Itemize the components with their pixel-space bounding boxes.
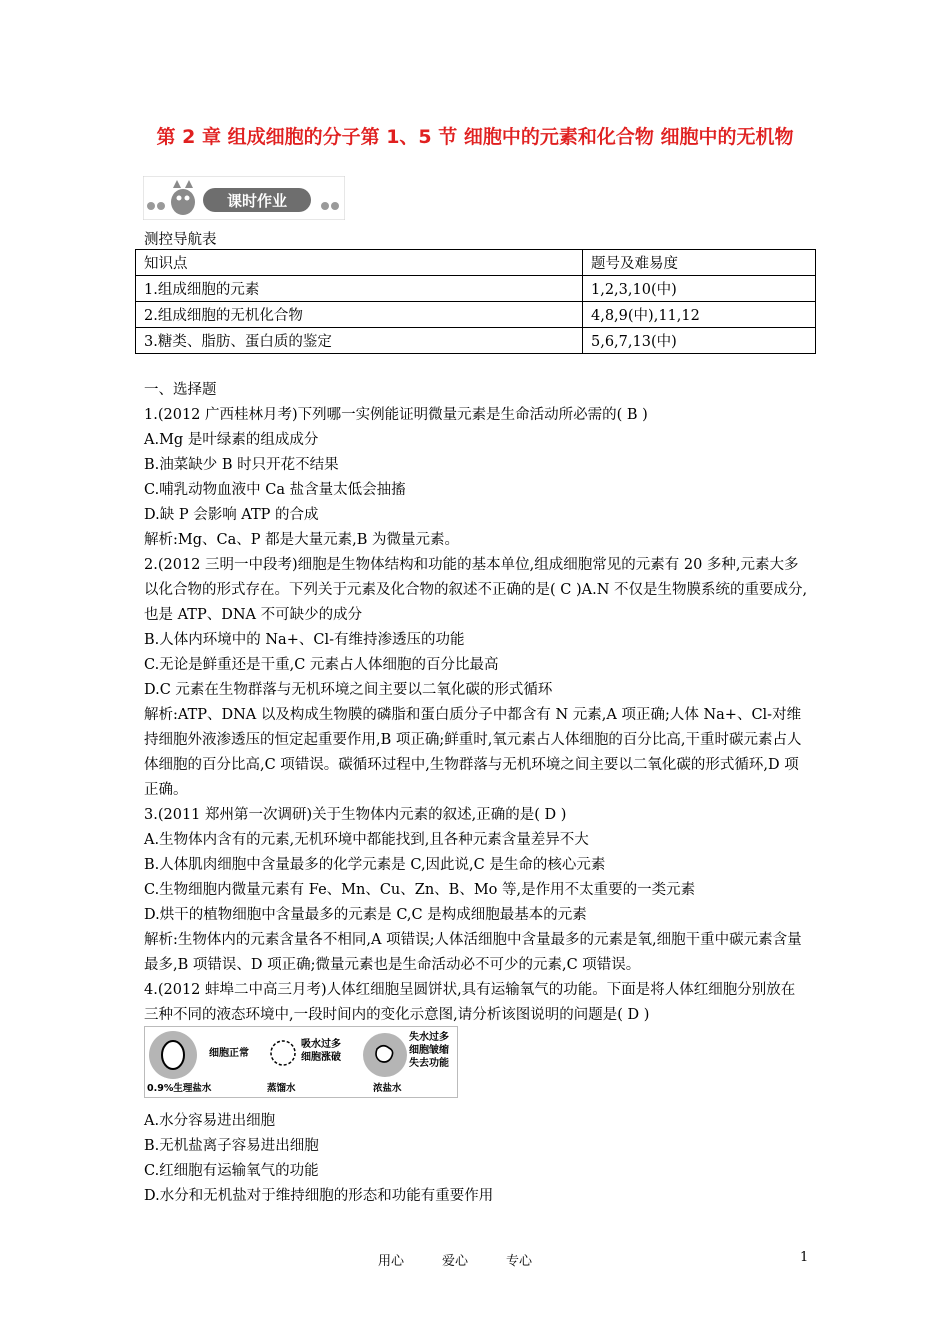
question-2: 2.(2012 三明一中段考)细胞是生物体结构和功能的基本单位,组成细胞常见的元素有 20 多种,元素大多以化合物的形式存在。下列关于元素及化合物的叙述不正确的是( C )A.N 不仅是生物膜系统的重要成分,也是 ATP、DNA 不可缺少的成分 [144,557,808,623]
table-header-row [136,250,816,276]
option: C.无论是鲜重还是干重,C 元素占人体细胞的百分比最高 [144,657,499,673]
footer-word: 用心 [378,1254,405,1269]
header-knowledge-point: 知识点 [136,250,583,276]
option: D.烘干的植物细胞中含量最多的元素是 C,C 是构成细胞最基本的元素 [144,907,587,923]
header-question-number: 题号及难易度 [583,250,816,276]
table-cell: 1.组成细胞的元素 [136,276,583,302]
table-row [136,328,816,354]
cell-desc: 细胞涨破 [301,1052,341,1063]
question-3: 3.(2011 郑州第一次调研)关于生物体内元素的叙述,正确的是( D ) [144,807,567,823]
cell-desc: 吸水过多 [301,1039,341,1050]
option: A.Mg 是叶绿素的组成成分 [144,432,319,448]
footer-signature [378,1250,570,1269]
cell-desc: 细胞正常 [209,1048,249,1059]
navigation-table [135,249,816,354]
question-4: 4.(2012 蚌埠二中高三月考)人体红细胞呈圆饼状,具有运输氧气的功能。下面是将人体红细胞分别放在三种不同的液态环境中,一段时间内的变化示意图,请分析该图说明的问题是( D ) [144,982,796,1023]
analysis: 解析:ATP、DNA 以及构成生物膜的磷脂和蛋白质分子中都含有 N 元素,A 项正确;人体 Na+、Cl-对维持细胞外液渗透压的恒定起重要作用,B 项正确;鲜重时,氧元素占人体细胞的百分比高,干重时碳元素占人体细胞的百分比高,C 项错误。碳循环过程中,生物群落与无机环境之间主要以二氧化碳的形式循环,D 项正确。 [144,707,802,798]
table-cell: 4,8,9(中),11,12 [583,302,816,328]
option: D.水分和无机盐对于维持细胞的形态和功能有重要作用 [144,1188,494,1204]
section-banner [143,176,345,220]
question-1: 1.(2012 广西桂林月考)下列哪一实例能证明微量元素是生命活动所必需的( B ) [144,407,648,423]
option: C.红细胞有运输氧气的功能 [144,1163,319,1179]
table-cell: 2.组成细胞的无机化合物 [136,302,583,328]
option: D.C 元素在生物群落与无机环境之间主要以二氧化碳的形式循环 [144,682,553,698]
option: B.油菜缺少 B 时只开花不结果 [144,457,339,473]
option: A.生物体内含有的元素,无机环境中都能找到,且各种元素含量差异不大 [144,832,589,848]
solution-label: 0.9%生理盐水 [147,1083,212,1094]
table-cell: 3.糖类、脂肪、蛋白质的鉴定 [136,328,583,354]
table-cell: 1,2,3,10(中) [583,276,816,302]
cell-desc: 失去功能 [409,1058,449,1069]
cell-desc: 细胞皱缩 [409,1045,449,1056]
solution-label: 蒸馏水 [267,1083,296,1094]
option: C.生物细胞内微量元素有 Fe、Mn、Cu、Zn、B、Mo 等,是作用不太重要的一类元素 [144,882,696,898]
option: D.缺 P 会影响 ATP 的合成 [144,507,319,523]
table-row [136,276,816,302]
footer-word: 爱心 [442,1254,469,1269]
red-blood-cell-figure [144,1026,458,1098]
analysis: 解析:Mg、Ca、P 都是大量元素,B 为微量元素。 [144,532,459,548]
option: B.人体内环境中的 Na+、Cl-有维持渗透压的功能 [144,632,465,648]
option: B.人体肌肉细胞中含量最多的化学元素是 C,因此说,C 是生命的核心元素 [144,857,606,873]
table-row [136,302,816,328]
option: A.水分容易进出细胞 [144,1113,276,1129]
footer-word: 专心 [506,1254,533,1269]
page-title: 第 2 章 组成细胞的分子第 1、5 节 细胞中的元素和化合物 细胞中的无机物 [156,126,794,148]
option: C.哺乳动物血液中 Ca 盐含量太低会抽搐 [144,482,406,498]
banner-text: 课时作业 [226,192,288,210]
option: B.无机盐离子容易进出细胞 [144,1138,319,1154]
solution-label: 浓盐水 [373,1083,402,1094]
section-heading: 一、选择题 [144,382,217,398]
table-cell: 5,6,7,13(中) [583,328,816,354]
page-number: 1 [800,1250,809,1265]
cell-desc: 失水过多 [409,1032,449,1043]
analysis: 解析:生物体内的元素含量各不相同,A 项错误;人体活细胞中含量最多的元素是氧,细胞干重中碳元素含量最多,B 项错误、D 项正确;微量元素也是生命活动必不可少的元素,C 项错误。 [144,932,802,973]
nav-table-label: 测控导航表 [144,232,217,248]
